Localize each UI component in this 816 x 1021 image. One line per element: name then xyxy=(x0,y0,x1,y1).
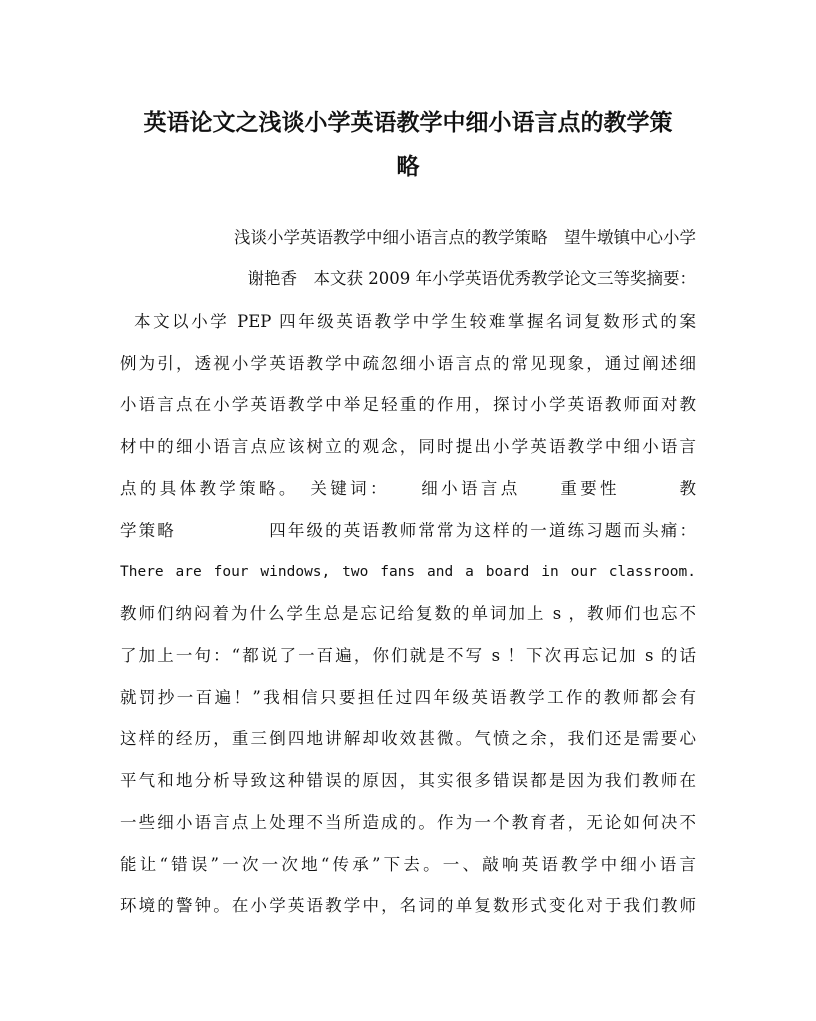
document-title-line-1: 英语论文之浅谈小学英语教学中细小语言点的教学策 xyxy=(143,109,673,136)
body-line-12: 就罚抄一百遍！”我相信只要担任过四年级英语教学工作的教师都会有 xyxy=(120,688,696,707)
body-line-14: 平气和地分析导致这种错误的原因，其实很多错误都是因为我们教师在 xyxy=(120,771,696,790)
body-line-8: 学策略 四年级的英语教师常常为这样的一道练习题而头痛： xyxy=(120,521,696,540)
body-line-10: 教师们纳闷着为什么学生总是忘记给复数的单词加上 s ，教师们也忘不 xyxy=(120,604,696,623)
body-line-1: 浅谈小学英语教学中细小语言点的教学策略 望牛墩镇中心小学 xyxy=(234,228,696,247)
body-line-5: 小语言点在小学英语教学中举足轻重的作用，探讨小学英语教师面对教 xyxy=(120,395,696,414)
body-line-11: 了加上一句：“都说了一百遍，你们就是不写 s ！下次再忘记加 s 的话 xyxy=(120,646,696,665)
body-line-3: 本文以小学 PEP 四年级英语教学中学生较难掌握名词复数形式的案 xyxy=(134,312,696,331)
body-line-17: 环境的警钟。在小学英语教学中，名词的单复数形式变化对于我们教师 xyxy=(120,896,696,915)
body-line-13: 这样的经历，重三倒四地讲解却收效甚微。气愤之余，我们还是需要心 xyxy=(120,729,696,748)
body-line-15: 一些细小语言点上处理不当所造成的。作为一个教育者，无论如何决不 xyxy=(120,813,696,832)
body-line-16: 能让“错误”一次一次地“传承”下去。一、敲响英语教学中细小语言 xyxy=(120,855,696,874)
body-line-4: 例为引，透视小学英语教学中疏忽细小语言点的常见现象，通过阐述细 xyxy=(120,354,696,373)
body-line-6: 材中的细小语言点应该树立的观念，同时提出小学英语教学中细小语言 xyxy=(120,437,696,456)
body-line-9-english: There are four windows, two fans and a board in our classroom. xyxy=(120,564,696,580)
body-line-7: 点的具体教学策略。 关键词： 细小语言点 重要性 教 xyxy=(120,479,696,498)
body-line-2: 谢艳香 本文获 2009 年小学英语优秀教学论文三等奖摘要： xyxy=(247,269,696,288)
document-title-line-2: 略 xyxy=(396,153,420,180)
